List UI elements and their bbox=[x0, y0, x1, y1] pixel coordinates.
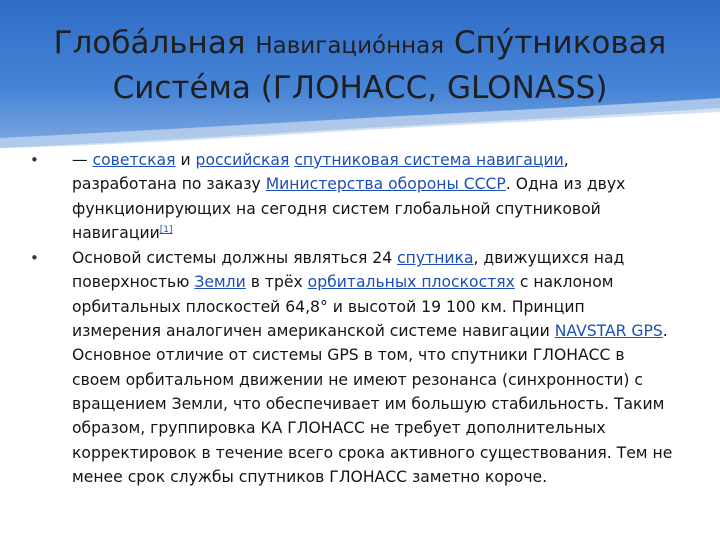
link-satellite-navigation-system[interactable]: спутниковая система навигации bbox=[294, 151, 564, 169]
text-and: и bbox=[175, 151, 196, 169]
link-earth[interactable]: Земли bbox=[194, 273, 246, 292]
link-sovetskaya[interactable]: советская bbox=[92, 151, 176, 169]
text-segment: . Основное отличие от системы GPS в том, что спутники ГЛОНАСС в своем орбитальном движении не имеют резонанса (синхронности) с вращением Земли, что обеспечивает им большую стабильность. Таким образом, группировка КА ГЛОНАСС не требует дополнительных корректировок в течение всего срока активного существования. Тем не менее срок службы спутников ГЛОНАСС заметно короче. bbox=[72, 322, 673, 486]
reference-link[interactable]: [1] bbox=[159, 224, 173, 235]
dash: — bbox=[72, 151, 93, 169]
slide-title bbox=[20, 22, 700, 109]
link-ministry-of-defense[interactable]: Министерства обороны СССР bbox=[265, 175, 506, 194]
title-word-satellite: Спу́тниковая bbox=[453, 25, 667, 61]
title-line-system: Систе́ма (ГЛОНАСС, GLONASS) bbox=[112, 70, 608, 106]
text-segment: Основой системы должны являться 24 bbox=[72, 249, 398, 268]
title-word-global: Глоба́льная bbox=[53, 25, 246, 61]
bullet-item bbox=[30, 148, 678, 245]
text-segment: , движущихся над поверхностью bbox=[72, 249, 625, 292]
bullet-item bbox=[30, 246, 678, 489]
link-orbital-planes[interactable]: орбитальных плоскостях bbox=[307, 273, 515, 292]
text-segment: в трёх bbox=[245, 273, 308, 292]
text-segment: . Одна из двух функционирующих на сегодня систем глобальной спутниковой навигации bbox=[72, 175, 626, 242]
slide-body bbox=[30, 148, 678, 489]
bullet-dot: • bbox=[30, 151, 39, 169]
text-segment: с наклоном орбитальных плоскостей 64,8° и высотой 19 100 км. Принцип измерения аналогичен американской системе навигации bbox=[72, 273, 614, 341]
link-rossiyskaya[interactable]: российская bbox=[195, 151, 290, 169]
bullet-dot: • bbox=[30, 249, 39, 268]
link-navstar-gps[interactable]: NAVSTAR GPS bbox=[554, 322, 663, 341]
title-word-navigation: Навигацио́нная bbox=[255, 33, 445, 59]
text-segment: , разработана по заказу bbox=[72, 151, 569, 194]
link-satellite[interactable]: спутника bbox=[397, 249, 474, 268]
